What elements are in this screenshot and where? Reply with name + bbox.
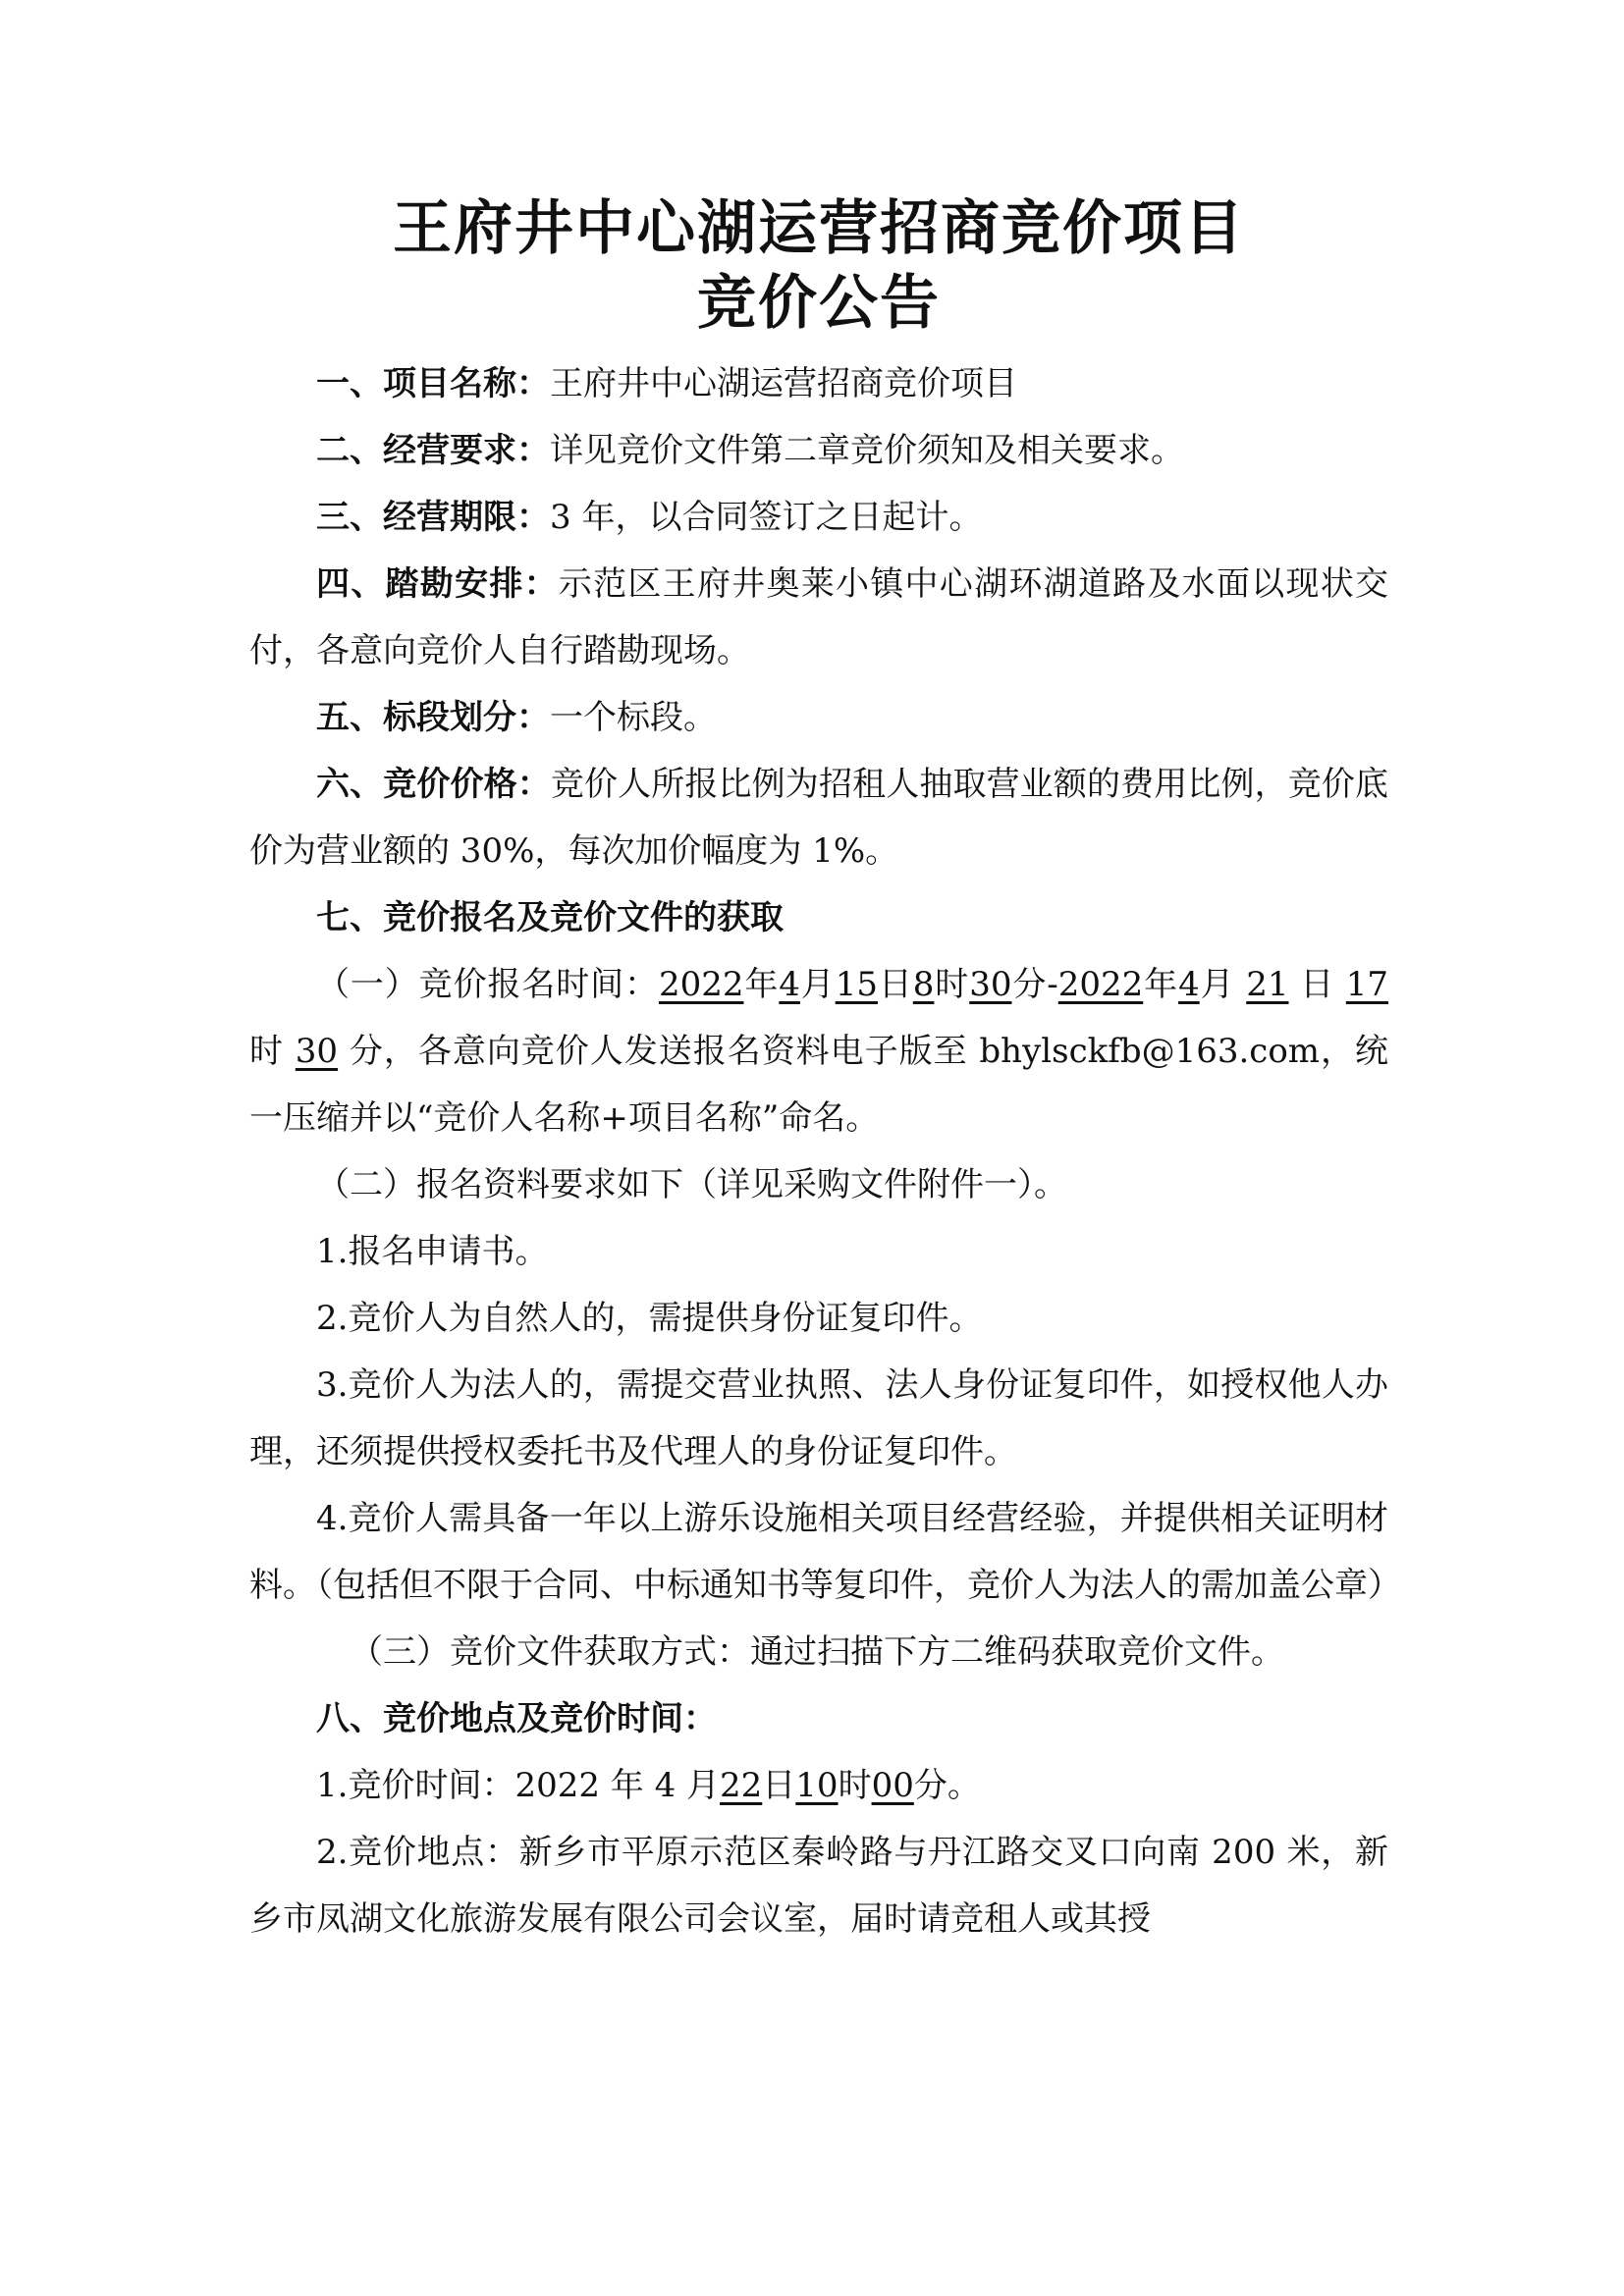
- bid-day: 22: [720, 1766, 763, 1805]
- end-year: 2022: [1057, 965, 1144, 1004]
- bid-minute: 00: [871, 1766, 914, 1805]
- document-body: [249, 350, 1401, 1952]
- section-site-survey: [249, 551, 1388, 684]
- section-label: 二、经营要求：: [316, 431, 550, 470]
- bid-hour: 10: [795, 1766, 839, 1805]
- section-text: 竞价人所报比例为招租人抽取营业额的费用比例，竞价底价为营业额的 30%，每次加价幅度为 1%。: [249, 765, 1389, 871]
- registration-email-text: ，各意向竞价人发送报名资料电子版至 bhylsckfb@163.com，统一压缩并以“竞价人名称+项目名称”命名。: [249, 1032, 1389, 1138]
- end-minute: 30: [295, 1032, 339, 1071]
- section-lot-division: [249, 684, 1388, 751]
- list-item: 2.竞价人为自然人的，需提供身份证复印件。: [316, 1299, 983, 1338]
- start-hour: 8: [912, 965, 935, 1004]
- section-label: 三、经营期限：: [316, 498, 550, 537]
- section-operation-requirements: [249, 417, 1388, 484]
- hour-char: 时: [249, 1032, 284, 1071]
- list-item: 1.报名申请书。: [316, 1232, 549, 1271]
- bid-time-prefix: 1.竞价时间：2022 年 4 月: [316, 1766, 721, 1805]
- hour-char: 时: [934, 965, 970, 1004]
- bid-place-paragraph: 2.竞价地点：新乡市平原示范区秦岭路与丹江路交叉口向南 200 米，新乡市凤湖文化旅游发展有限公司会议室，届时请竞租人或其授: [249, 1833, 1388, 1939]
- document-title: [249, 191, 1388, 341]
- bid-document-access: （三）竞价文件获取方式：通过扫描下方二维码获取竞价文件。: [350, 1632, 1284, 1672]
- end-hour: 17: [1345, 965, 1389, 1004]
- registration-time-prefix: （一）竞价报名时间：: [316, 965, 659, 1004]
- registration-materials-intro: （二）报名资料要求如下（详见采购文件附件一）。: [316, 1165, 1067, 1204]
- section-label: 一、项目名称：: [316, 364, 550, 403]
- minute-char: 分。: [913, 1766, 981, 1805]
- start-month: 4: [779, 965, 800, 1004]
- month-char: 月: [799, 965, 836, 1004]
- month-char: 月: [1199, 965, 1235, 1004]
- section-operation-period: [249, 484, 1388, 551]
- list-item: 3.竞价人为法人的，需提交营业执照、法人身份证复印件，如授权他人办理，还须提供授权委托书及代理人的身份证复印件。: [249, 1365, 1388, 1471]
- end-month: 4: [1178, 965, 1200, 1004]
- start-year: 2022: [658, 965, 744, 1004]
- section-project-name: [249, 350, 1388, 417]
- year-char: 年: [1143, 965, 1179, 1004]
- section-bid-price: [249, 751, 1388, 884]
- start-minute: 30: [969, 965, 1012, 1004]
- day-char: 日: [877, 965, 913, 1004]
- section-text: 王府井中心湖运营招商竞价项目: [550, 364, 1017, 403]
- start-day: 15: [835, 965, 878, 1004]
- section-registration-heading: 七、竞价报名及竞价文件的获取: [316, 898, 784, 937]
- section-label: 四、踏勘安排：: [316, 564, 559, 604]
- title-line-1: 王府井中心湖运营招商竞价项目: [393, 194, 1245, 263]
- section-text: 3 年，以合同签订之日起计。: [550, 498, 983, 537]
- day-char: 日: [1300, 965, 1335, 1004]
- section-label: 六、竞价价格：: [316, 765, 551, 804]
- section-text: 详见竞价文件第二章竞价须知及相关要求。: [550, 431, 1184, 470]
- section-bid-place-time-heading: 八、竞价地点及竞价时间：: [316, 1699, 717, 1738]
- minute-char: 分: [349, 1032, 384, 1071]
- registration-time-paragraph: [249, 951, 1388, 1151]
- end-day: 21: [1246, 965, 1289, 1004]
- title-line-2: 竞价公告: [697, 269, 941, 338]
- section-text: 示范区王府井奥莱小镇中心湖环湖道路及水面以现状交付，各意向竞价人自行踏勘现场。: [249, 564, 1389, 670]
- minute-dash: 分-: [1011, 965, 1058, 1004]
- hour-char: 时: [838, 1766, 872, 1805]
- section-text: 一个标段。: [550, 698, 717, 737]
- bid-time-line: [249, 1752, 1388, 1819]
- day-char: 日: [762, 1766, 796, 1805]
- list-item: 4.竞价人需具备一年以上游乐设施相关项目经营经验，并提供相关证明材料。（包括但不限于合同、中标通知书等复印件，竞价人为法人的需加盖公章）: [249, 1499, 1401, 1605]
- section-label: 五、标段划分：: [316, 698, 550, 737]
- year-char: 年: [743, 965, 780, 1004]
